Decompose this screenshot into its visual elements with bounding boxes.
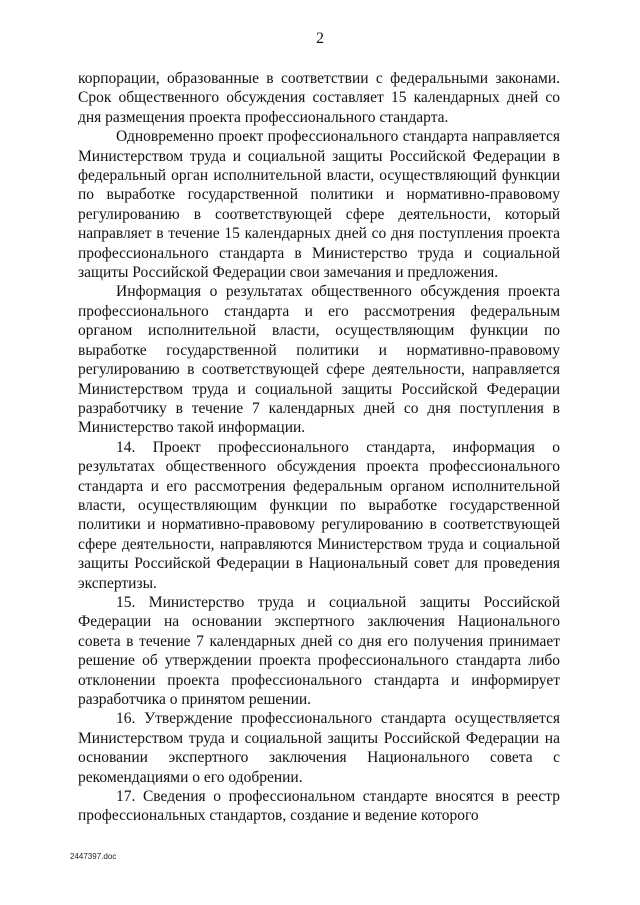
paragraph-item-17: 17. Сведения о профессиональном стандарте вносятся в реестр профессиональных стандартов, создание и ведение которого — [78, 788, 560, 825]
paragraph: Информация о результатах общественного обсуждения проекта профессионального стандарта и его рассмотрения федеральным органом исполнительной власти, осуществляющим функции по выработке государственной политики и нормативно-правовому регулированию в соответствующей сфере деятельности, направляется Министерством труда и социальной защиты Российской Федерации разработчику в течение 7 календарных дней со дня поступления в Министерство такой информации. — [78, 283, 560, 437]
footer-file-name: 2447397.doc — [70, 852, 117, 861]
paragraph-continuation: корпорации, образованные в соответствии с федеральными законами. Срок общественного обсуждения составляет 15 календарных дней со дня размещения проекта профессионального стандарта. — [78, 70, 560, 126]
paragraph-item-14: 14. Проект профессионального стандарта, информация о результатах общественного обсуждения проекта профессионального стандарта и его рассмотрения федеральным органом исполнительной власти, осуществляющим функции по выработке государственной политики и нормативно-правовому регулированию в соответствующей сфере деятельности, направляются Министерством труда и социальной защиты Российской Федерации в Национальный совет для проведения экспертизы. — [78, 438, 560, 592]
page-number: 2 — [316, 30, 324, 47]
document-body — [78, 69, 560, 826]
paragraph-item-15: 15. Министерство труда и социальной защиты Российской Федерации на основании экспертного заключения Национального совета в течение 7 календарных дней со дня его получения принимает решение об утверждении проекта профессионального стандарта либо отклонении проекта профессионального стандарта и информирует разработчика о принятом решении. — [78, 593, 560, 708]
paragraph: Одновременно проект профессионального стандарта направляется Министерством труда и социальной защиты Российской Федерации в федеральный орган исполнительной власти, осуществляющий функции по выработке государственной политики и нормативно-правовому регулированию в соответствующей сфере деятельности, который направляет в течение 15 календарных дней со дня поступления проекта профессионального стандарта в Министерство труда и социальной защиты Российской Федерации свои замечания и предложения. — [78, 128, 560, 282]
paragraph-item-16: 16. Утверждение профессионального стандарта осуществляется Министерством труда и социальной защиты Российской Федерации на основании экспертного заключения Национального совета с рекомендациями о его одобрении. — [78, 710, 560, 786]
